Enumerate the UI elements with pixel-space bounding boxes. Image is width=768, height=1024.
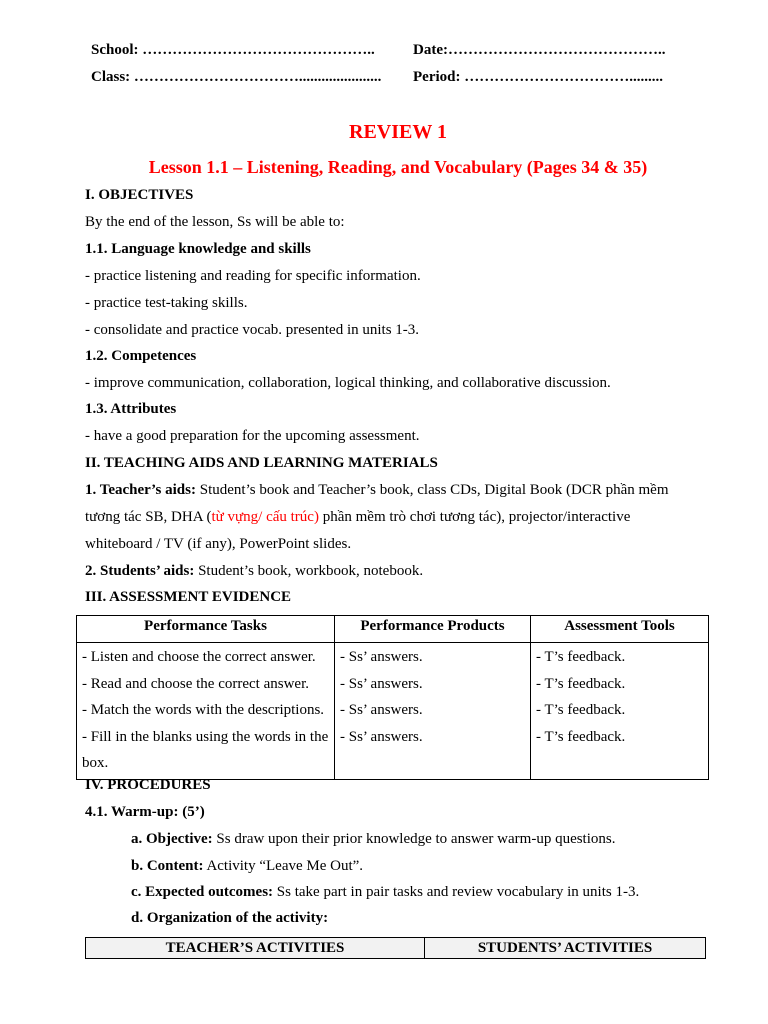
column-header: Performance Products	[335, 616, 531, 643]
objective-item: - practice listening and reading for specific information.	[85, 268, 421, 284]
table-row	[77, 643, 709, 780]
column-header: Assessment Tools	[531, 616, 709, 643]
teacher-aids-highlight: từ vựng/ cấu trúc)	[211, 509, 319, 525]
task-item: - Fill in the blanks using the words in the box.	[82, 728, 329, 772]
outcomes-label: c. Expected outcomes:	[131, 884, 274, 900]
teacher-aids-text: phần mềm trò chơi tương tác), projector/interactive	[318, 509, 631, 525]
task-item: - Listen and choose the correct answer.	[82, 649, 316, 665]
column-header: STUDENTS’ ACTIVITIES	[425, 938, 706, 959]
content-line	[131, 858, 363, 875]
period-field: Period: …………………………….........	[413, 69, 663, 85]
teacher-aids-line	[85, 482, 669, 499]
objective-text: Ss draw upon their prior knowledge to answer warm-up questions.	[212, 831, 616, 847]
tool-item: - T’s feedback.	[536, 728, 626, 745]
teacher-aids-line	[85, 509, 630, 526]
objectives-heading: I. OBJECTIVES	[85, 187, 194, 203]
tools-cell	[531, 643, 709, 780]
objective-item: - consolidate and practice vocab. presented in units 1-3.	[85, 322, 420, 338]
student-aids-label: 2. Students’ aids:	[85, 563, 195, 579]
table-header-row	[86, 938, 706, 959]
assessment-heading: III. ASSESSMENT EVIDENCE	[85, 589, 292, 605]
product-item: - Ss’ answers.	[340, 728, 423, 745]
product-item: - Ss’ answers.	[340, 649, 423, 665]
column-header: Performance Tasks	[77, 616, 335, 643]
teacher-aids-label: 1. Teacher’s aids:	[85, 482, 196, 498]
teacher-aids-text: whiteboard / TV (if any), PowerPoint slides.	[85, 536, 352, 552]
lesson-subtitle: Lesson 1.1 – Listening, Reading, and Vocabulary (Pages 34 & 35)	[148, 157, 648, 177]
procedures-heading: IV. PROCEDURES	[85, 777, 211, 793]
objective-label: a. Objective:	[131, 831, 213, 847]
objective-line	[131, 831, 615, 848]
objectives-intro: By the end of the lesson, Ss will be able to:	[85, 214, 345, 230]
content-text: Activity “Leave Me Out”.	[203, 858, 364, 874]
page-title: REVIEW 1	[349, 121, 447, 143]
tool-item: - T’s feedback.	[536, 649, 626, 665]
activities-table	[85, 937, 706, 959]
outcomes-line	[131, 884, 639, 901]
task-item: - Read and choose the correct answer.	[82, 675, 309, 692]
competences-heading: 1.2. Competences	[85, 348, 197, 364]
teacher-aids-text: Student’s book and Teacher’s book, class CDs, Digital Book (DCR phần mềm	[195, 482, 669, 498]
objective-item: - practice test-taking skills.	[85, 295, 248, 311]
assessment-table	[76, 615, 709, 780]
task-item: - Match the words with the descriptions.	[82, 702, 325, 719]
teacher-aids-text: tương tác SB, DHA (	[85, 509, 212, 525]
content-label: b. Content:	[131, 858, 204, 874]
student-aids-text: Student’s book, workbook, notebook.	[194, 563, 424, 579]
tasks-cell	[77, 643, 335, 780]
class-field: Class: ……………………………......................	[91, 69, 382, 85]
warmup-heading: 4.1. Warm-up: (5’)	[85, 804, 205, 820]
aids-heading: II. TEACHING AIDS AND LEARNING MATERIALS	[85, 455, 438, 471]
date-field: Date:……………………………………..	[413, 42, 666, 58]
attribute-item: - have a good preparation for the upcoming assessment.	[85, 428, 420, 444]
table-header-row	[77, 616, 709, 643]
tool-item: - T’s feedback.	[536, 675, 626, 692]
school-field: School: ………………………………………..	[91, 42, 375, 58]
attributes-heading: 1.3. Attributes	[85, 401, 177, 417]
student-aids-line	[85, 563, 423, 580]
language-skills-heading: 1.1. Language knowledge and skills	[85, 241, 311, 257]
column-header: TEACHER’S ACTIVITIES	[86, 938, 425, 959]
products-cell	[335, 643, 531, 780]
outcomes-text: Ss take part in pair tasks and review vocabulary in units 1-3.	[273, 884, 640, 900]
product-item: - Ss’ answers.	[340, 702, 423, 719]
tool-item: - T’s feedback.	[536, 702, 626, 719]
competence-item: - improve communication, collaboration, logical thinking, and collaborative discussion.	[85, 375, 611, 391]
product-item: - Ss’ answers.	[340, 675, 423, 692]
organization-heading: d. Organization of the activity:	[131, 910, 329, 926]
